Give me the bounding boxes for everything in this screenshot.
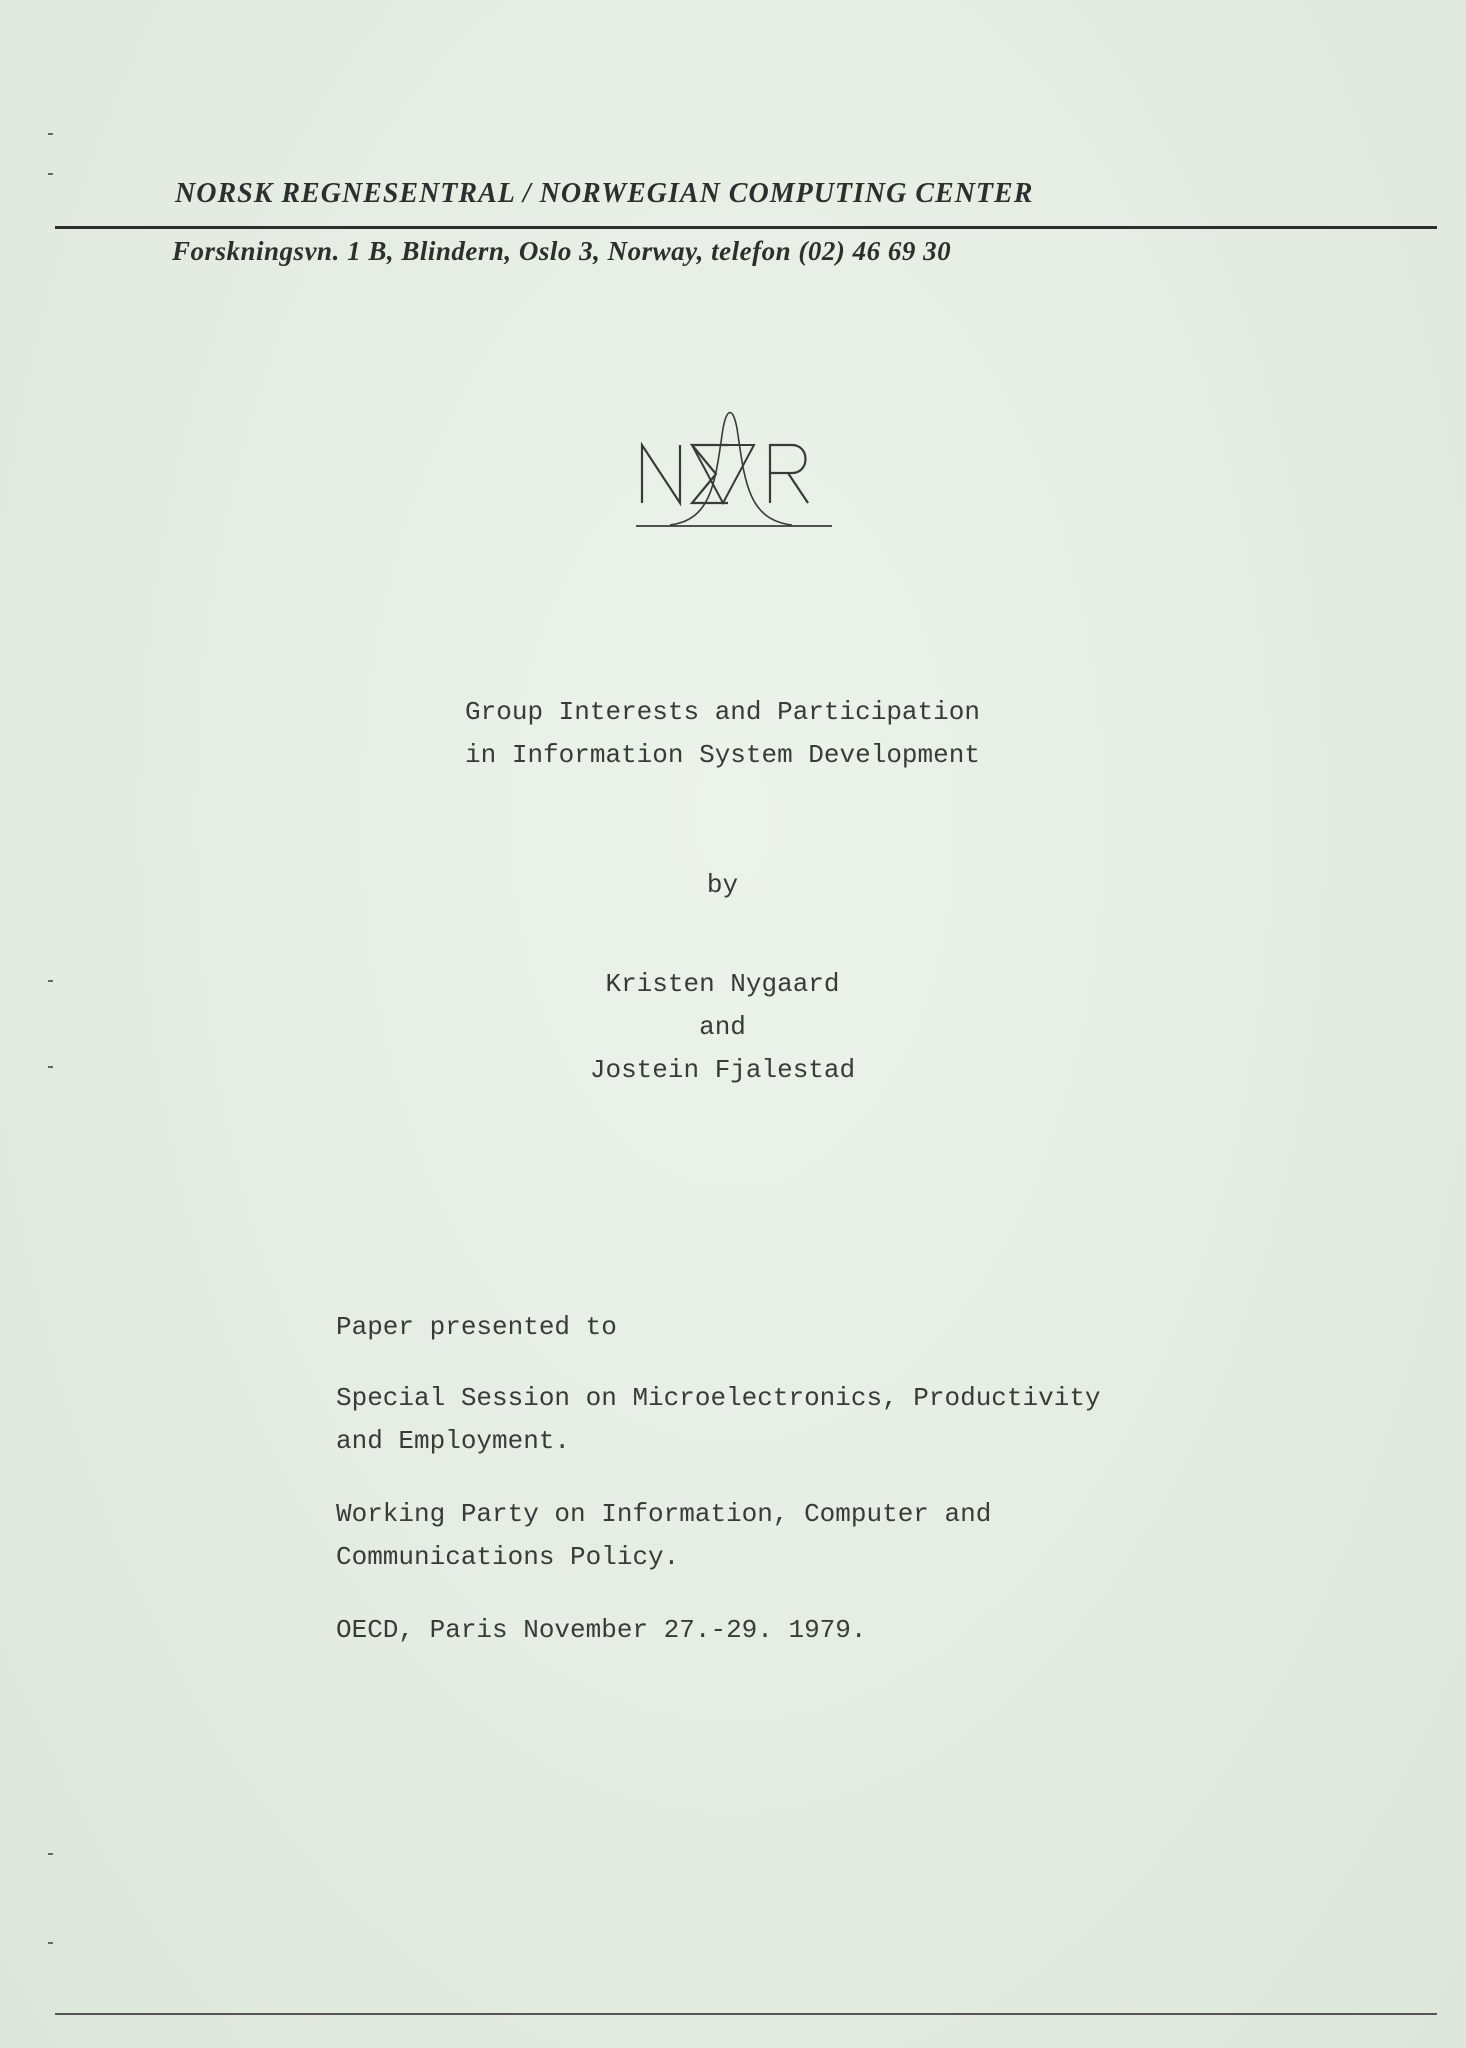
margin-mark — [48, 133, 53, 135]
margin-mark — [48, 980, 53, 982]
letterhead-rule — [55, 226, 1437, 229]
document-title — [0, 691, 1445, 777]
letterhead-organization: NORSK REGNESENTRAL / NORWEGIAN COMPUTING CENTER — [175, 178, 1034, 209]
author-conjunction: and — [699, 1012, 746, 1042]
margin-mark — [48, 1942, 53, 1944]
session-line-2: and Employment. — [336, 1426, 571, 1456]
presentation-intro: Paper presented to — [336, 1312, 617, 1342]
bottom-rule — [55, 2013, 1437, 2015]
title-line-2: in Information System Development — [465, 740, 980, 770]
party-line-1: Working Party on Information, Computer and — [336, 1499, 992, 1529]
author-1: Kristen Nygaard — [605, 969, 840, 999]
margin-mark — [48, 173, 53, 175]
margin-mark — [48, 1853, 53, 1855]
byline-by: by — [706, 870, 739, 900]
session-description — [336, 1377, 1101, 1463]
authors — [0, 963, 1445, 1092]
title-line-1: Group Interests and Participation — [465, 697, 980, 727]
nr-logo-icon — [630, 395, 840, 535]
session-line-1: Special Session on Microelectronics, Productivity — [336, 1383, 1101, 1413]
author-2: Jostein Fjalestad — [589, 1055, 856, 1085]
margin-mark — [48, 1066, 53, 1068]
party-line-2: Communications Policy. — [336, 1542, 680, 1572]
venue-date: OECD, Paris November 27.-29. 1979. — [336, 1615, 867, 1645]
letterhead-address: Forskningsvn. 1 B, Blindern, Oslo 3, Norway, telefon (02) 46 69 30 — [172, 236, 952, 266]
working-party — [336, 1493, 991, 1579]
